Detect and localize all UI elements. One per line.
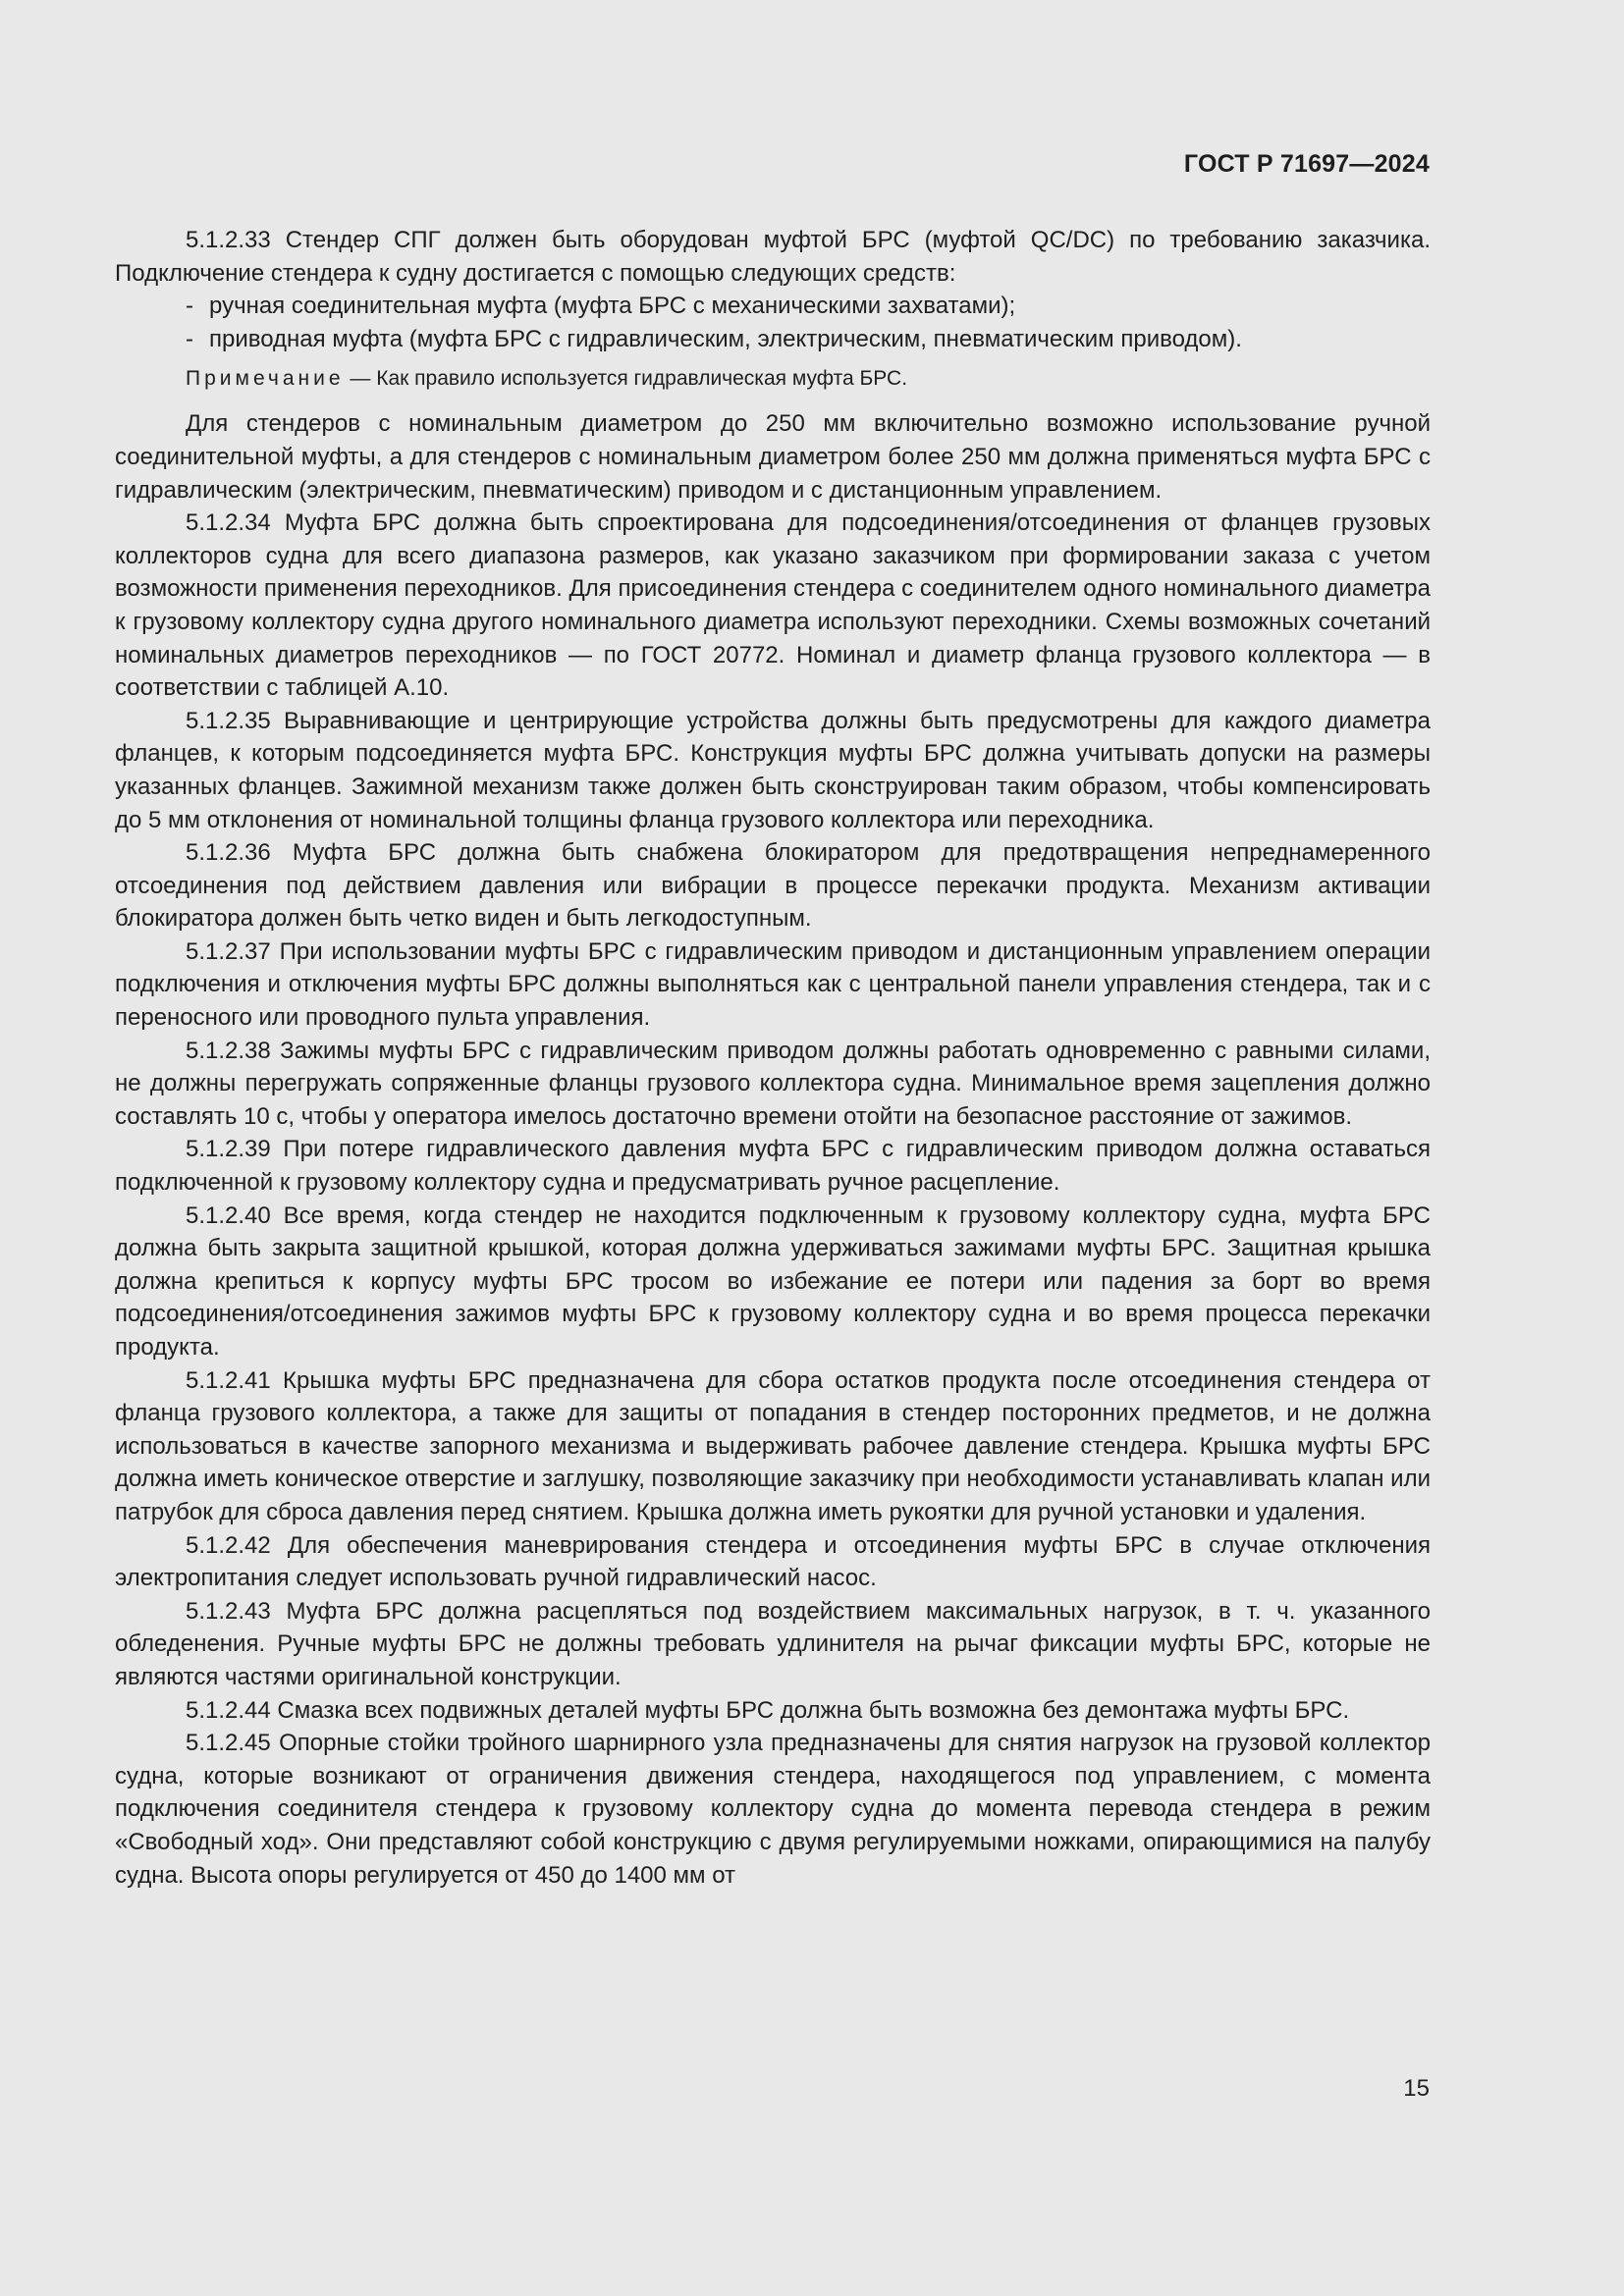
clause-5-1-2-42: 5.1.2.42 Для обеспечения маневрирования стендера и отсоединения муфты БРС в случае отключения электропитания следует использовать ручной гидравлический насос. [115, 1531, 1431, 1592]
clause-5-1-2-43: 5.1.2.43 Муфта БРС должна расцепляться под воздействием максимальных нагрузок, в т. ч. указанного обледенения. Ручные муфты БРС не должны требовать удлинителя на рычаг фиксации муфты БРС, которые не являются частями оригинальной конструкции. [115, 1597, 1431, 1690]
note [115, 362, 1431, 396]
clause-5-1-2-45: 5.1.2.45 Опорные стойки тройного шарнирного узла предназначены для снятия нагрузок на грузовой коллектор судна, которые возникают от ограничения движения стендера, находящегося под управлением, с момента подключения соединителя стендера к грузовому коллектору судна до момента перевода стендера в режим «Свободный ход». Они представляют собой конструкцию с двумя регулируемыми ножками, опирающимися на палубу судна. Высота опоры регулируется от 450 до 1400 мм от [115, 1730, 1431, 1889]
page-number: 15 [1403, 2075, 1430, 2102]
clause-5-1-2-35: 5.1.2.35 Выравнивающие и центрирующие устройства должны быть предусмотрены для каждого диаметра фланцев, к которым подсоединяется муфта БРС. Конструкция муфты БРС должна учитывать допуски на размеры указанных фланцев. Зажимной механизм также должен быть сконструирован таким образом, чтобы компенсировать до 5 мм отклонения от номинальной толщины фланца грузового коллектора или переходника. [115, 707, 1431, 833]
clause-5-1-2-38: 5.1.2.38 Зажимы муфты БРС с гидравлическим приводом должны работать одновременно с равными силами, не должны перегружать сопряженные фланцы грузового коллектора судна. Минимальное время зацепления должно составлять 10 с, чтобы у оператора имелось достаточно времени отойти на безопасное расстояние от зажимов. [115, 1037, 1431, 1130]
note-label: Примечание [186, 367, 345, 391]
clause-5-1-2-39: 5.1.2.39 При потере гидравлического давления муфта БРС с гидравлическим приводом должна оставаться подключенной к грузовому коллектору судна и предусматривать ручное расцепление. [115, 1136, 1431, 1197]
standard-code-header: ГОСТ Р 71697—2024 [1183, 150, 1430, 178]
clause-5-1-2-44: 5.1.2.44 Смазка всех подвижных деталей муфты БРС должна быть возможна без демонтажа муфты БРС. [186, 1696, 1350, 1724]
note-text: — Как правило используется гидравлическая муфта БРС. [344, 367, 908, 391]
clause-5-1-2-36: 5.1.2.36 Муфта БРС должна быть снабжена блокиратором для предотвращения непреднамеренного отсоединения под действием давления или вибрации в процессе перекачки продукта. Механизм активации блокиратора должен быть четко виден и быть легкодоступным. [115, 839, 1431, 933]
list-item: - ручная соединительная муфта (муфта БРС с механическими захватами); [186, 293, 1016, 320]
list-item: - приводная муфта (муфта БРС с гидравлическим, электрическим, пневматическим приводом). [186, 325, 1242, 352]
clause-5-1-2-37: 5.1.2.37 При использовании муфты БРС с гидравлическим приводом и дистанционным управлением операции подключения и отключения муфты БРС должны выполняться как с центральной панели управления стендера, так и с переносного или проводного пульта управления. [115, 937, 1431, 1032]
clause-5-1-2-40: 5.1.2.40 Все время, когда стендер не находится подключенным к грузовому коллектору судна, муфта БРС должна быть закрыта защитной крышкой, которая должна удерживаться зажимами муфты БРС. Защитная крышка должна крепиться к корпусу муфты БРС тросом во избежание ее потери или падения за борт во время подсоединения/отсоединения зажимов муфты БРС к грузовому коллектору судна и во время процесса перекачки продукта. [115, 1201, 1431, 1361]
clause-5-1-2-33: 5.1.2.33 Стендер СПГ должен быть оборудован муфтой БРС (муфтой QC/DC) по требованию заказчика. Подключение стендера к судну достигается с помощью следующих средств: [115, 227, 1431, 287]
paragraph-after-note: Для стендеров с номинальным диаметром до 250 мм включительно возможно использование ручной соединительной муфты, а для стендеров с номинальным диаметром более 250 мм должна применяться муфта БРС с гидравлическим (электрическим, пневматическим) приводом и с дистанционным управлением. [115, 410, 1431, 504]
clause-5-1-2-34: 5.1.2.34 Муфта БРС должна быть спроектирована для подсоединения/отсоединения от фланцев грузовых коллекторов судна для всего диапазона размеров, как указано заказчиком при формировании заказа с учетом возможности применения переходников. Для присоединения стендера с соединителем одного номинального диаметра к грузовому коллектору судна другого номинального диаметра используют переходники. Схемы возможных сочетаний номинальных диаметров переходников — по ГОСТ 20772. Номинал и диаметр фланца грузового коллектора — в соответствии с таблицей А.10. [115, 509, 1431, 702]
document-body [115, 224, 1431, 1892]
clause-5-1-2-41: 5.1.2.41 Крышка муфты БРС предназначена для сбора остатков продукта после отсоединения стендера от фланца грузового коллектора, а также для защиты от попадания в стендер посторонних предметов, и не должна использоваться в качестве запорного механизма и выдерживать рабочее давление стендера. Крышка муфты БРС должна иметь коническое отверстие и заглушку, позволяющие заказчику при необходимости устанавливать клапан или патрубок для сброса давления перед снятием. Крышка должна иметь рукоятки для ручной установки и удаления. [115, 1366, 1431, 1525]
list-item-text: ручная соединительная муфта (муфта БРС с механическими захватами); [209, 293, 1016, 320]
list-item-text: приводная муфта (муфта БРС с гидравлическим, электрическим, пневматическим приводом). [209, 325, 1242, 352]
